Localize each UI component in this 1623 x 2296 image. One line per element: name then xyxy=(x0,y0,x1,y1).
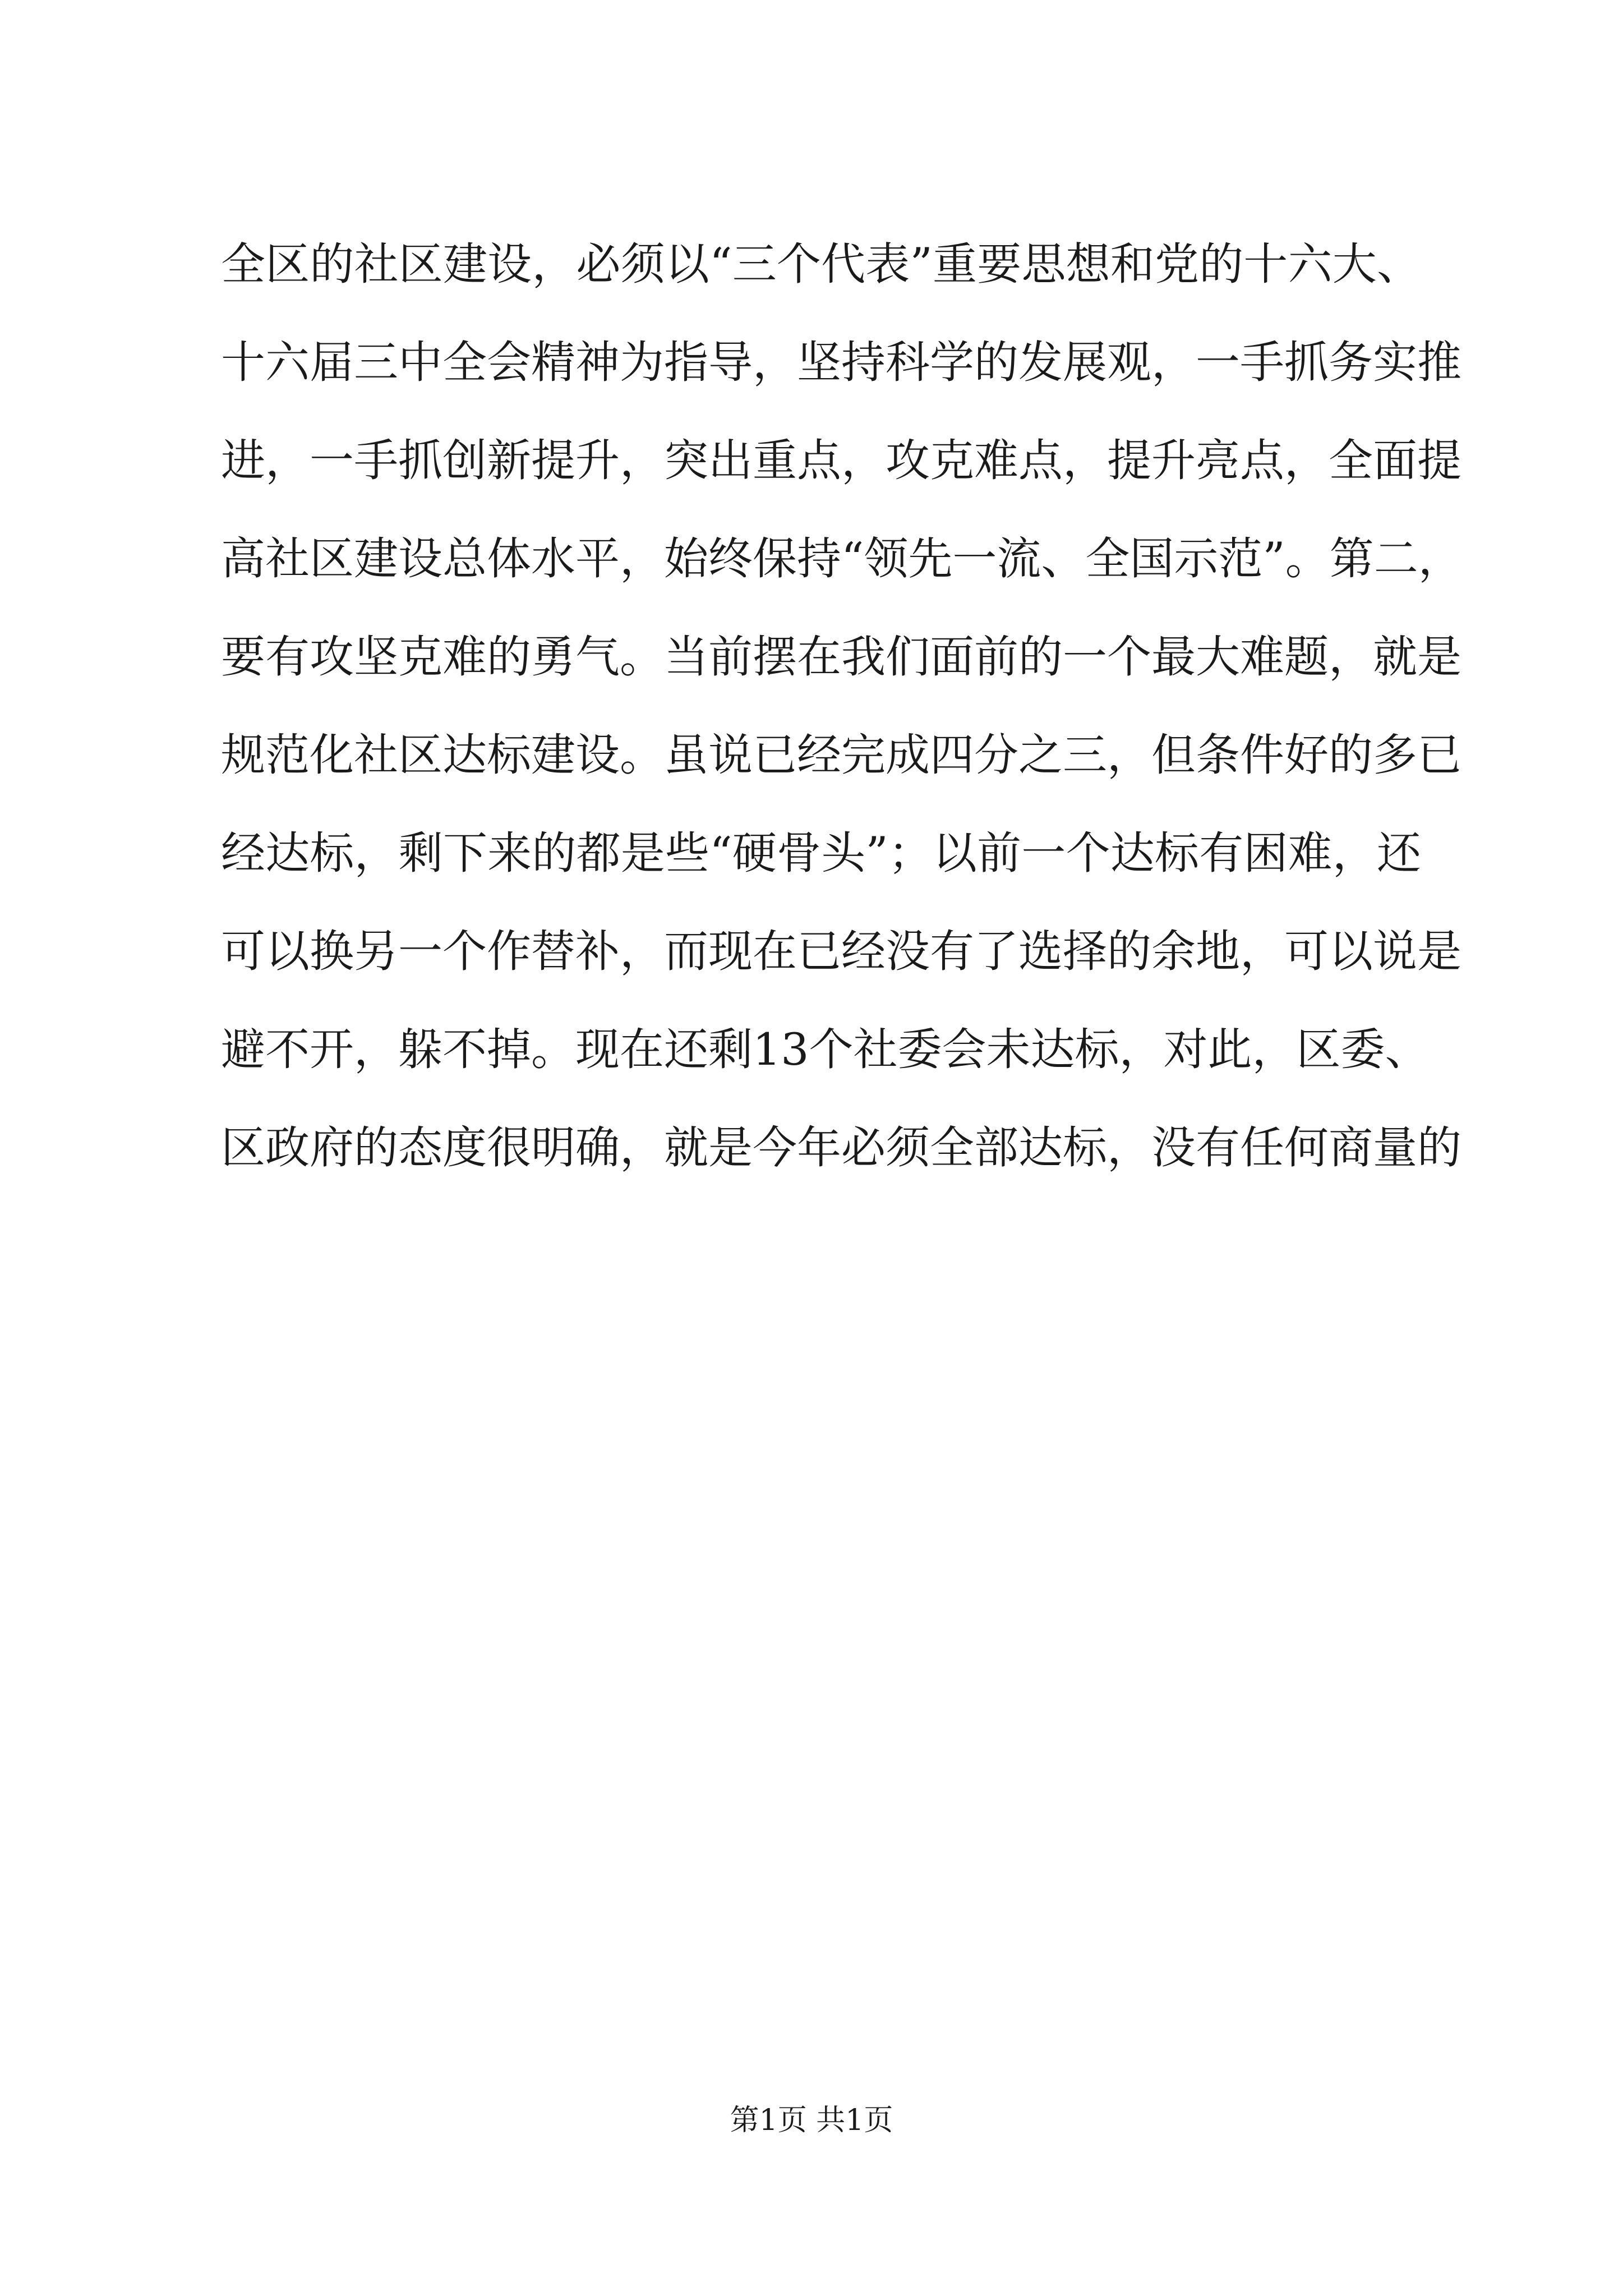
text-line-2: 十六届三中全会精神为指导，坚持科学的发展观，一手抓务实推 xyxy=(221,337,1461,388)
text-line-7: 经达标，剩下来的都是些“硬骨头”；以前一个达标有困难，还 xyxy=(221,827,1421,879)
text-line-6: 规范化社区达标建设。虽说已经完成四分之三，但条件好的多已 xyxy=(221,729,1461,781)
body-paragraph xyxy=(221,215,1463,1197)
text-line-10: 区政府的态度很明确，就是今年必须全部达标，没有任何商量的 xyxy=(221,1122,1461,1174)
text-line-5: 要有攻坚克难的勇气。当前摆在我们面前的一个最大难题，就是 xyxy=(221,631,1461,683)
text-line-1: 全区的社区建设，必须以“三个代表”重要思想和党的十六大、 xyxy=(221,238,1421,290)
text-line-4: 高社区建设总体水平，始终保持“领先一流、全国示范”。第二， xyxy=(221,533,1463,585)
text-line-8: 可以换另一个作替补，而现在已经没有了选择的余地，可以说是 xyxy=(221,926,1461,977)
text-line-9: 避不开，躲不掉。现在还剩13个社委会未达标，对此，区委、 xyxy=(221,1024,1430,1075)
text-line-3: 进，一手抓创新提升，突出重点，攻克难点，提升亮点，全面提 xyxy=(221,435,1461,486)
page-number-footer: 第1页 共1页 xyxy=(730,2104,893,2137)
